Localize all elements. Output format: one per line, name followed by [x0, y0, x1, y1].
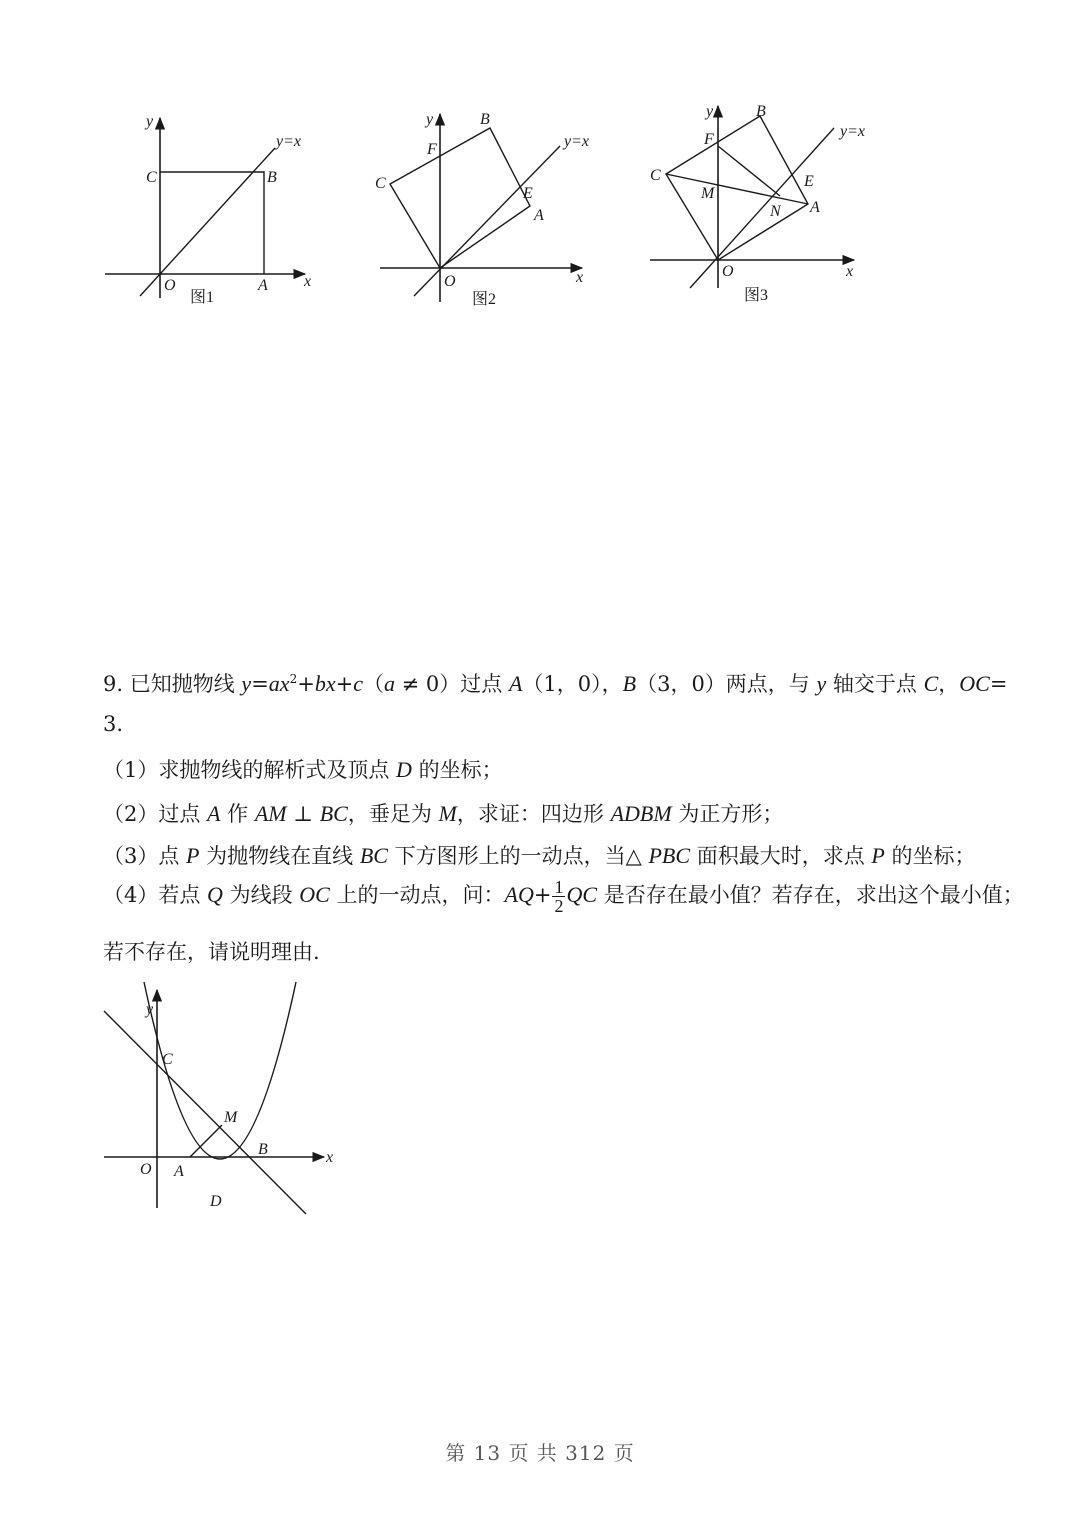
stem-text-2: 轴交于点 — [826, 672, 924, 696]
question-1 — [103, 754, 503, 784]
q2-mid1: 作 — [220, 802, 255, 826]
question-3 — [103, 840, 976, 870]
y-label: y — [706, 103, 714, 120]
q3-P: P — [186, 843, 200, 868]
eq-ax: ax — [268, 671, 290, 696]
frac-num: 1 — [554, 877, 564, 897]
q4-Q: Q — [207, 882, 223, 907]
q1-D: D — [396, 757, 412, 782]
q2-M: M — [438, 801, 457, 826]
point-A: A — [508, 671, 523, 696]
fraction-half — [552, 878, 565, 915]
question-4 — [103, 878, 1024, 915]
figure-2 — [370, 104, 610, 308]
q2-mid2: ，垂足为 — [347, 802, 439, 826]
q2-AM: AM — [254, 801, 287, 826]
q3-mid2: 下方图形上的一动点，当△ — [387, 844, 649, 868]
square-oabc — [666, 116, 808, 260]
eq-sq: 2 — [289, 672, 298, 686]
q2-post: 为正方形； — [671, 802, 784, 826]
caption-fig2: 图2 — [472, 291, 497, 308]
q2-BC: BC — [319, 801, 348, 826]
point-A-coord: （1，0）， — [522, 672, 623, 696]
label-C: C — [375, 175, 386, 192]
square-oabc — [160, 172, 264, 274]
problem-stem — [103, 668, 1007, 698]
label-E: E — [804, 173, 814, 190]
segment-ca — [666, 174, 808, 204]
line-bc — [104, 1011, 306, 1214]
q3-mid1: 为抛物线在直线 — [199, 844, 360, 868]
q4-mid2: 上的一动点，问： — [329, 883, 505, 907]
x-label: x — [576, 269, 584, 286]
q3-mid3: 面积最大时，求点 — [690, 844, 872, 868]
parabola-figure — [100, 980, 350, 1220]
q2-mid3: ，求证：四边形 — [456, 802, 611, 826]
q4-post: 是否存在最小值？若存在，求出这个最小值； — [597, 883, 1024, 907]
cond-a: a — [383, 671, 395, 696]
line-label: y=x — [276, 133, 301, 150]
cond-open: （ — [362, 672, 384, 696]
cond-ne: ≠ 0）过点 — [394, 672, 509, 696]
stem-continued: 3. — [103, 712, 124, 736]
stem-text-1: 已知抛物线 — [129, 672, 235, 696]
label-C: C — [162, 1051, 173, 1068]
y-label: y — [426, 111, 434, 128]
line-label: y=x — [564, 133, 589, 150]
point-C: C — [923, 671, 939, 696]
q3-PBC: PBC — [648, 843, 691, 868]
q3-P2: P — [871, 843, 885, 868]
label-D: D — [210, 1193, 222, 1210]
label-F: F — [427, 141, 437, 158]
eq-eq: = — [251, 672, 269, 696]
axis-y: y — [816, 671, 827, 696]
eq-plus-1: + — [297, 672, 315, 696]
eq-y: y — [241, 671, 252, 696]
figure-1 — [100, 108, 330, 308]
q2-ADBM: ADBM — [610, 801, 672, 826]
label-B: B — [258, 1141, 268, 1158]
label-N: N — [770, 203, 781, 220]
q4-OC: OC — [299, 882, 330, 907]
q1-post: 的坐标； — [411, 758, 503, 782]
label-B: B — [756, 103, 766, 120]
label-A: A — [534, 207, 544, 224]
q4-AQ: AQ — [504, 882, 534, 907]
point-B: B — [622, 671, 637, 696]
q3-BC: BC — [359, 843, 388, 868]
eq-bx: bx — [314, 671, 336, 696]
figure-3 — [640, 98, 900, 308]
caption-fig3: 图3 — [744, 287, 769, 304]
question-2 — [103, 798, 783, 828]
eq-c: c — [353, 671, 363, 696]
line-label: y=x — [840, 123, 865, 140]
label-O: O — [722, 263, 734, 280]
label-M: M — [224, 1109, 238, 1126]
x-label: x — [846, 263, 854, 280]
y-label: y — [146, 1001, 154, 1018]
q4-plus: + — [533, 883, 552, 907]
question-4-continued: 若不存在，请说明理由. — [103, 940, 320, 964]
parabola-curve — [144, 982, 296, 1159]
q4-pre: （4）若点 — [103, 883, 208, 907]
label-A: A — [810, 199, 820, 216]
q4-QC: QC — [566, 882, 598, 907]
label-M: M — [701, 185, 715, 202]
oc: OC — [959, 671, 990, 696]
label-A: A — [174, 1163, 184, 1180]
label-O: O — [140, 1161, 152, 1178]
label-O: O — [444, 273, 456, 290]
q3-post: 的坐标； — [884, 844, 976, 868]
page-footer: 第 13 页 共 312 页 — [445, 1441, 635, 1465]
q2-A: A — [207, 801, 221, 826]
label-O: O — [164, 277, 176, 294]
frac-den: 2 — [554, 896, 564, 916]
q4-mid1: 为线段 — [222, 883, 300, 907]
label-B: B — [267, 169, 277, 186]
q1-pre: （1）求抛物线的解析式及顶点 — [103, 758, 397, 782]
q3-pre: （3）点 — [103, 844, 187, 868]
eq-plus-2: + — [335, 672, 354, 696]
label-A: A — [258, 277, 268, 294]
label-B: B — [480, 111, 490, 128]
label-C: C — [650, 167, 661, 184]
problem-number: 9. — [103, 672, 124, 696]
label-C: C — [146, 169, 157, 186]
label-F: F — [704, 131, 714, 148]
stem-eq: = — [989, 672, 1008, 696]
segment-fn — [718, 146, 780, 196]
q2-pre: （2）过点 — [103, 802, 208, 826]
point-B-coord: （3，0）两点，与 — [636, 672, 817, 696]
label-E: E — [523, 185, 533, 202]
x-label: x — [326, 1149, 334, 1166]
x-label: x — [304, 273, 312, 290]
y-label: y — [146, 113, 154, 130]
stem-text-3: ， — [938, 672, 960, 696]
q2-perp: ⊥ — [286, 802, 320, 826]
caption-fig1: 图1 — [190, 289, 215, 306]
